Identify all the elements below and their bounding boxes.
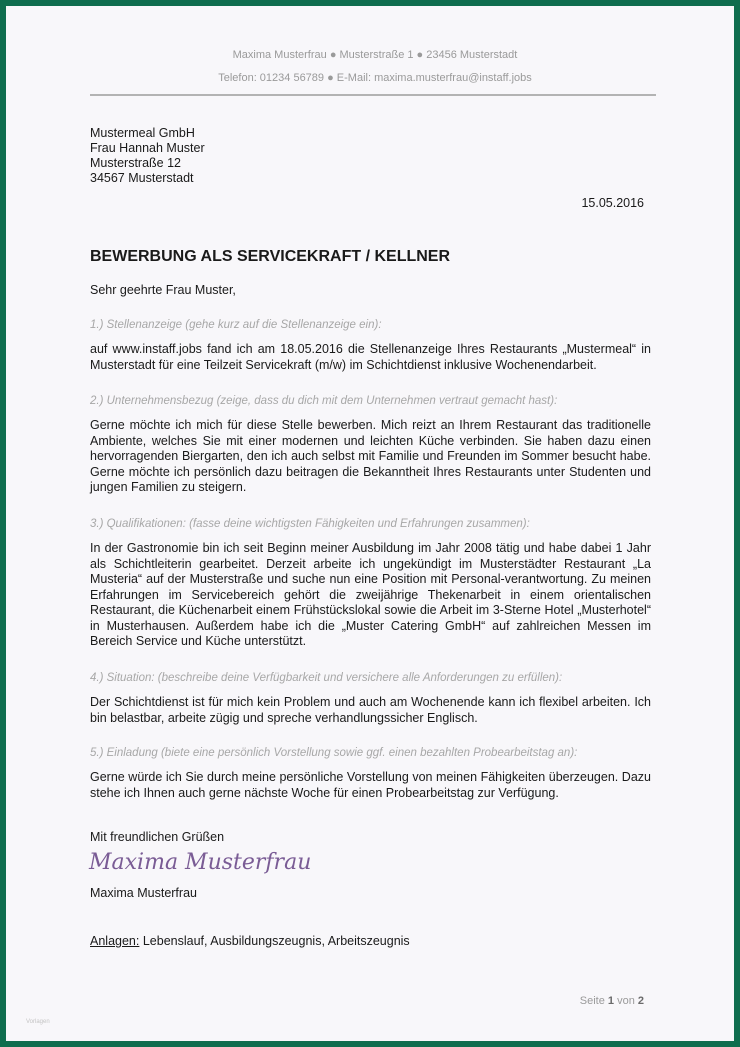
sender-address-line: Maxima Musterfrau ● Musterstraße 1 ● 23456 Musterstadt	[232, 49, 518, 61]
section-hint-job-ad: 1.) Stellenanzeige (gehe kurz auf die Stellenanzeige ein):	[90, 319, 382, 331]
recipient-street: Musterstraße 12	[90, 156, 182, 170]
signer-name: Maxima Musterfrau	[90, 886, 197, 900]
recipient-contact: Frau Hannah Muster	[90, 141, 205, 155]
section-text-invitation: Gerne würde ich Sie durch meine persönliche Vorstellung von meinen Fähigkeiten überzeugen. Dazu stehe ich Ihnen auch gerne nächste Woche für einen Probearbeitstag zur Verfügung.	[90, 770, 651, 800]
header-divider	[90, 94, 656, 96]
closing-phrase: Mit freundlichen Grüßen	[90, 830, 225, 844]
attachments-label: Anlagen:	[90, 934, 140, 948]
section-text-job-ad: auf www.instaff.jobs fand ich am 18.05.2016 die Stellenanzeige Ihres Restaurants „Mustermeal“ in Musterstadt für eine Teilzeit Servicekraft (m/w) im Schichtdienst inklusive Wochenendarbeit.	[90, 342, 651, 372]
recipient-company: Mustermeal GmbH	[90, 126, 195, 140]
letter-date: 15.05.2016	[581, 196, 644, 210]
salutation: Sehr geehrte Frau Muster,	[90, 283, 236, 297]
attachments-line	[90, 934, 410, 948]
recipient-address	[90, 126, 205, 186]
page-number-mid: von	[614, 995, 638, 1007]
page-number	[580, 995, 644, 1007]
section-hint-qualifications: 3.) Qualifikationen: (fasse deine wichtigsten Fähigkeiten und Erfahrungen zusammen):	[90, 518, 530, 530]
page-number-prefix: Seite	[579, 995, 608, 1007]
handwritten-signature: Maxima Musterfrau	[89, 850, 312, 875]
footer-small-text: Vorlagen	[26, 1019, 50, 1025]
section-hint-invitation: 5.) Einladung (biete eine persönlich Vorstellung sowie ggf. einen bezahlten Probearbeitstag an):	[90, 747, 578, 759]
attachments-list: Lebenslauf, Ausbildungszeugnis, Arbeitszeugnis	[139, 934, 410, 948]
recipient-city: 34567 Musterstadt	[90, 171, 194, 185]
section-text-company: Gerne möchte ich mich für diese Stelle bewerben. Mich reizt an Ihrem Restaurant das traditionelle Ambiente, welches Sie mit einer modernen und leichten Küche verbinden. Sie haben dazu einen hervorragenden Biergarten, den ich auch selbst mit Familie und Freunden im Sommer besucht habe. Gerne möchte ich persönlich dazu beitragen die Bekanntheit Ihres Restaurants unter Studenten und jungen Familien zu steigern.	[90, 418, 651, 494]
letter-subject: BEWERBUNG ALS SERVICEKRAFT / KELLNER	[90, 248, 451, 265]
section-text-qualifications: In der Gastronomie bin ich seit Beginn meiner Ausbildung im Jahr 2008 tätig und habe dabei 1 Jahr als Schichtleiterin gearbeitet. Derzeit arbeite ich ungekündigt im Musterstädter Restaurant „La Musteria“ auf der Musterstraße und suche nun eine Position mit Personal-verantwortung. Zu meinen Erfahrungen im Servicebereich gehört die zweijährige Thekenarbeit in einem orientalischen Restaurant, die Küchenarbeit einem Frühstückslokal sowie die Arbeit im 3-Sterne Hotel „Musterhotel“ in Musterhausen. Außerdem habe ich die „Muster Catering GmbH“ auf zahlreichen Messen im Bereich Service und Küche unterstützt.	[90, 541, 651, 648]
section-text-situation: Der Schichtdienst ist für mich kein Problem und auch am Wochenende kann ich flexibel arbeiten. Ich bin belastbar, arbeite zügig und spreche verhandlungssicher Englisch.	[90, 695, 651, 725]
page-number-current: 1	[607, 995, 615, 1007]
sender-contact-line: Telefon: 01234 56789 ● E-Mail: maxima.musterfrau@instaff.jobs	[218, 72, 532, 84]
page-number-total: 2	[637, 995, 644, 1007]
section-hint-company: 2.) Unternehmensbezug (zeige, dass du dich mit dem Unternehmen vertraut gemacht hast):	[90, 395, 558, 407]
section-hint-situation: 4.) Situation: (beschreibe deine Verfügbarkeit und versichere alle Anforderungen zu erfüllen):	[90, 672, 563, 684]
